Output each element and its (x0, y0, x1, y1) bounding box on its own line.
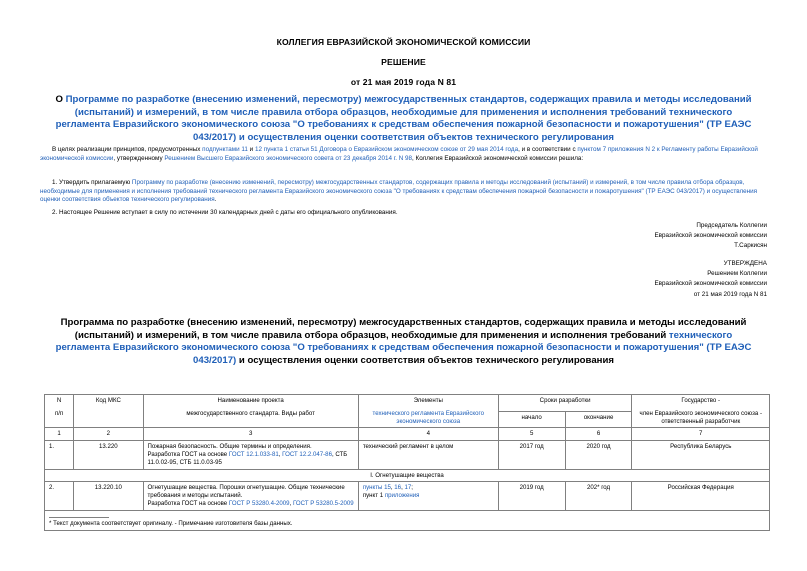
row-elements (358, 482, 498, 510)
row-name-line-1: Огнетушащие вещества. Порошки огнетушащие. Общие технические требования и методы испытаний. (147, 484, 345, 500)
row-end: 2020 год (565, 441, 632, 469)
footnote-text: * Текст документа соответствует оригиналу. - Примечание изготовителя базы данных. (49, 519, 293, 527)
row-name-line-2 (148, 451, 354, 467)
table-number-row (45, 428, 770, 441)
approved-line-2: Решением Коллегии (707, 270, 767, 278)
item-1-text: 1. Утвердить прилагаемую (52, 179, 132, 186)
row-name-line-1: Пожарная безопасность. Общие термины и определения. (147, 443, 312, 451)
col-number: 6 (565, 428, 632, 441)
row-name (143, 482, 358, 510)
col-number: 4 (358, 428, 498, 441)
council-decision-link[interactable]: Решением Высшего Евразийского экономического совета от 23 декабря 2014 г. N 98 (164, 154, 413, 162)
row-name-line-2 (148, 500, 354, 508)
table-header-row (45, 395, 770, 412)
preamble-text-1: В целях реализации принципов, предусмотренных (52, 146, 203, 153)
gost-link[interactable]: ГОСТ 12.1.033-81 (228, 450, 279, 458)
doc-type: РЕШЕНИЕ (381, 57, 426, 67)
signature-name: Т.Саркисян (734, 242, 767, 250)
tech-regulation-link[interactable]: технического регламента Евразийского экономического союза "О требованиях к средствам обеспечения пожарной безопасности и пожаротушения" (ТР ЕАЭС 043/2017) (55, 329, 752, 366)
header-cell-terms: Сроки разработки (498, 395, 632, 412)
treaty-link[interactable]: Договора о Евразийском экономическом союзе от 29 мая 2014 года (319, 146, 519, 153)
signature-line-2: Евразийской экономической комиссии (654, 232, 767, 240)
row-start: 2019 год (498, 482, 565, 510)
row-state: Российская Федерация (632, 482, 770, 510)
approved-line-1: УТВЕРЖДЕНА (723, 260, 767, 267)
row-state: Республика Беларусь (632, 441, 770, 469)
header-cell-name (143, 395, 358, 428)
row-elements-line-2 (363, 492, 494, 500)
row-mks: 13.220.10 (74, 482, 143, 510)
item-1-paragraph (40, 179, 768, 205)
row-name-text: Разработка ГОСТ на основе (147, 499, 229, 507)
header-elements-link[interactable]: технического регламента Евразийского экономического союза (372, 409, 485, 425)
program-title (48, 317, 759, 367)
header-cell-start: начало (498, 411, 565, 428)
row-mks: 13.220 (74, 441, 143, 469)
row-elements-text: пункт 1 (362, 492, 385, 500)
row-start: 2017 год (498, 441, 565, 469)
footnote-rule (49, 517, 109, 518)
separator: , (289, 499, 293, 507)
regulation-link[interactable]: пунктом 7 приложения N 2 к Регламенту работы Евразийской экономической комиссии (40, 146, 758, 162)
header-n: N (56, 397, 62, 404)
clause-link[interactable]: 17 (404, 484, 412, 492)
separator: , (401, 484, 405, 492)
table-footnote-row (45, 510, 770, 530)
row-name-text: Разработка ГОСТ на основе (147, 450, 229, 458)
section-heading: I. Огнетушащие вещества (45, 469, 770, 482)
gost-link[interactable]: ГОСТ Р 53280.4-2009 (228, 499, 290, 507)
row-elements-line-1 (363, 484, 494, 492)
col-number: 5 (498, 428, 565, 441)
col-number: 7 (632, 428, 770, 441)
header-elements: Элементы (413, 397, 443, 404)
table-row (45, 441, 770, 469)
clause-link[interactable]: 16 (394, 484, 402, 492)
col-number: 3 (143, 428, 358, 441)
org-heading: КОЛЛЕГИЯ ЕВРАЗИЙСКОЙ ЭКОНОМИЧЕСКОЙ КОМИССИИ (276, 37, 531, 47)
program-title-text-2: и осуществления оценки соответствия объектов технического регулирования (236, 354, 614, 366)
header-state: Государство - (681, 397, 721, 404)
table-row (45, 482, 770, 510)
program-link[interactable]: Программу по разработке (внесению изменений, пересмотру) межгосударственных стандартов, содержащих правила и методы исследований (испытаний) и измерений, в том числе правила отбора образцов, необходимые для применения и исполнения требований технического регламента Евразийского экономического союза "О требованиях к средствам обеспечения пожарной безопасности и пожаротушения" (ТР ЕАЭС 043/2017) и осуществления оценки соответствия объектов технического регулирования (40, 179, 758, 204)
header-cell-number (45, 395, 74, 428)
preamble-text-5: , утвержденному (113, 154, 165, 162)
separator: ; (411, 484, 413, 492)
row-number: 2. (45, 482, 74, 510)
footnote-cell (45, 510, 770, 530)
row-elements: технический регламент в целом (358, 441, 498, 469)
title-prefix: О (55, 94, 66, 105)
row-number: 1. (45, 441, 74, 469)
approved-line-3: Евразийской экономической комиссии (654, 280, 767, 288)
header-cell-state (632, 395, 770, 428)
col-number: 1 (45, 428, 74, 441)
doc-date: от 21 мая 2019 года N 81 (350, 77, 457, 87)
item-1-end: . (214, 196, 217, 204)
article-51-link[interactable]: 12 пункта 1 статьи 51 (254, 146, 318, 153)
gost-link[interactable]: ГОСТ Р 53280.5-2009 (292, 499, 354, 507)
row-name-tail: , СТБ 11.0.02-95, СТБ 11.0.03-95 (147, 450, 348, 466)
header-cell-mks: Код МКС (74, 395, 143, 428)
approved-block (500, 259, 767, 300)
program-table (44, 394, 770, 531)
title-program-link[interactable]: Программе по разработке (внесению изменений, пересмотру) межгосударственных стандартов, содержащих правила и методы исследований (испытаний) и измерений, в том числе правила отбора образцов, необходимые для применения и исполнения требований технического регламента Евразийского экономического союза "О требованиях к средствам обеспечения пожарной безопасности и пожаротушения" (ТР ЕАЭС 043/2017) и осуществления оценки соответствия объектов технического регулирования (55, 94, 752, 143)
preamble-text-4: , и в соответствии с (518, 146, 578, 153)
header-name-2: межгосударственного стандарта. Виды работ (186, 409, 315, 417)
preamble-text-2: и (247, 146, 255, 153)
approved-line-4: от 21 мая 2019 года N 81 (693, 290, 767, 298)
header-cell-end: окончание (565, 411, 632, 428)
item-2-paragraph: 2. Настоящее Решение вступает в силу по истечении 30 календарных дней с даты его официального опубликования. (52, 209, 398, 216)
signature-line-1: Председатель Коллегии (696, 222, 767, 229)
row-end: 202* год (565, 482, 632, 510)
header-cell-elements (358, 395, 498, 428)
annex-link[interactable]: приложения (384, 492, 420, 500)
header-n-pp: п/п (54, 409, 64, 417)
program-title-text-1: Программа по разработке (внесению изменений, пересмотру) межгосударственных стандартов, содержащих правила и методы исследований (испытаний) и измерений, в том числе правила отбора образцов, необходимые для применения и исполнения требований (60, 317, 747, 341)
separator: , (278, 450, 283, 458)
table-section-row (45, 469, 770, 482)
header-name: Наименование проекта (217, 397, 284, 404)
header-state-2: член Евразийского экономического союза - ответственный разработчик (639, 409, 763, 425)
signature-block (500, 221, 767, 252)
decision-title (48, 94, 759, 144)
gost-link[interactable]: ГОСТ 12.2.047-86 (282, 450, 332, 458)
subparagraph-11-link[interactable]: подпунктами 11 (202, 146, 248, 153)
separator: , (390, 484, 395, 492)
preamble-text-6: , Коллегия Евразийской экономической комиссии решила: (412, 154, 584, 162)
row-name (143, 441, 358, 469)
preamble-paragraph (40, 146, 768, 163)
clause-link[interactable]: пункты 15 (362, 484, 391, 492)
col-number: 2 (74, 428, 143, 441)
